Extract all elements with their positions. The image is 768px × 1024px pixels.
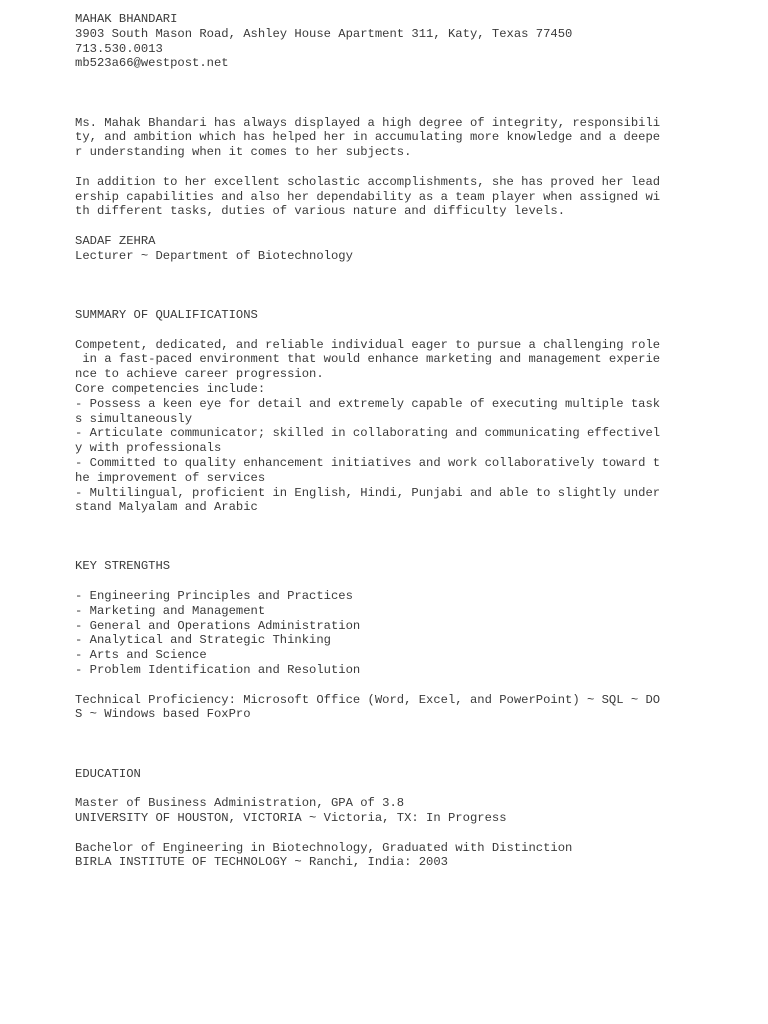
candidate-name: MAHAK BHANDARI xyxy=(75,12,178,26)
text-line: Core competencies include: xyxy=(75,381,266,396)
list-item: - Problem Identification and Resolution xyxy=(75,663,361,678)
summary-section xyxy=(75,308,685,515)
contact-header xyxy=(75,12,685,71)
text-line: - Possess a keen eye for detail and extremely capable of executing multiple task xyxy=(75,396,661,411)
reference-author-title: Lecturer ~ Department of Biotechnology xyxy=(75,248,353,263)
section-heading: EDUCATION xyxy=(75,766,141,781)
technical-proficiency: Technical Proficiency: Microsoft Office (Word, Excel, and PowerPoint) ~ SQL ~ DO xyxy=(75,692,661,707)
text-line: stand Malyalam and Arabic xyxy=(75,500,258,515)
degree: Master of Business Administration, GPA of 3.8 xyxy=(75,796,405,811)
text-line: r understanding when it comes to her subjects. xyxy=(75,145,412,160)
reference-paragraph xyxy=(75,116,685,160)
text-line: he improvement of services xyxy=(75,470,266,485)
text-line: - Committed to quality enhancement initiatives and work collaboratively toward t xyxy=(75,455,661,470)
text-line: ty, and ambition which has helped her in accumulating more knowledge and a deepe xyxy=(75,130,661,145)
school: UNIVERSITY OF HOUSTON, VICTORIA ~ Victoria, TX: In Progress xyxy=(75,811,507,826)
text-line: In addition to her excellent scholastic accomplishments, she has proved her lead xyxy=(75,174,661,189)
reference-paragraph xyxy=(75,175,685,219)
list-item: - Marketing and Management xyxy=(75,603,266,618)
text-line: - Articulate communicator; skilled in collaborating and communicating effectivel xyxy=(75,426,661,441)
candidate-phone: 713.530.0013 xyxy=(75,41,163,56)
candidate-address: 3903 South Mason Road, Ashley House Apartment 311, Katy, Texas 77450 xyxy=(75,26,573,41)
list-item: - Arts and Science xyxy=(75,648,207,663)
strengths-section xyxy=(75,559,685,722)
candidate-email: mb523a66@westpost.net xyxy=(75,56,229,71)
technical-proficiency: S ~ Windows based FoxPro xyxy=(75,707,251,722)
resume-document xyxy=(75,12,685,870)
section-heading: KEY STRENGTHS xyxy=(75,559,171,574)
text-line: - Multilingual, proficient in English, Hindi, Punjabi and able to slightly under xyxy=(75,485,661,500)
text-line: ership capabilities and also her dependability as a team player when assigned wi xyxy=(75,189,661,204)
education-section xyxy=(75,767,685,871)
section-heading: SUMMARY OF QUALIFICATIONS xyxy=(75,307,258,322)
reference-author: SADAF ZEHRA xyxy=(75,233,156,248)
text-line: y with professionals xyxy=(75,441,222,456)
list-item: - General and Operations Administration xyxy=(75,618,361,633)
text-line: nce to achieve career progression. xyxy=(75,367,324,382)
text-line: s simultaneously xyxy=(75,411,193,426)
text-line: th different tasks, duties of various nature and difficulty levels. xyxy=(75,204,566,219)
text-line: Competent, dedicated, and reliable individual eager to pursue a challenging role xyxy=(75,337,661,352)
degree: Bachelor of Engineering in Biotechnology, Graduated with Distinction xyxy=(75,840,573,855)
list-item: - Engineering Principles and Practices xyxy=(75,589,353,604)
reference-section xyxy=(75,116,685,264)
text-line: in a fast-paced environment that would enhance marketing and management experie xyxy=(75,352,661,367)
school: BIRLA INSTITUTE OF TECHNOLOGY ~ Ranchi, India: 2003 xyxy=(75,855,448,870)
text-line: Ms. Mahak Bhandari has always displayed a high degree of integrity, responsibili xyxy=(75,115,661,130)
list-item: - Analytical and Strategic Thinking xyxy=(75,633,331,648)
